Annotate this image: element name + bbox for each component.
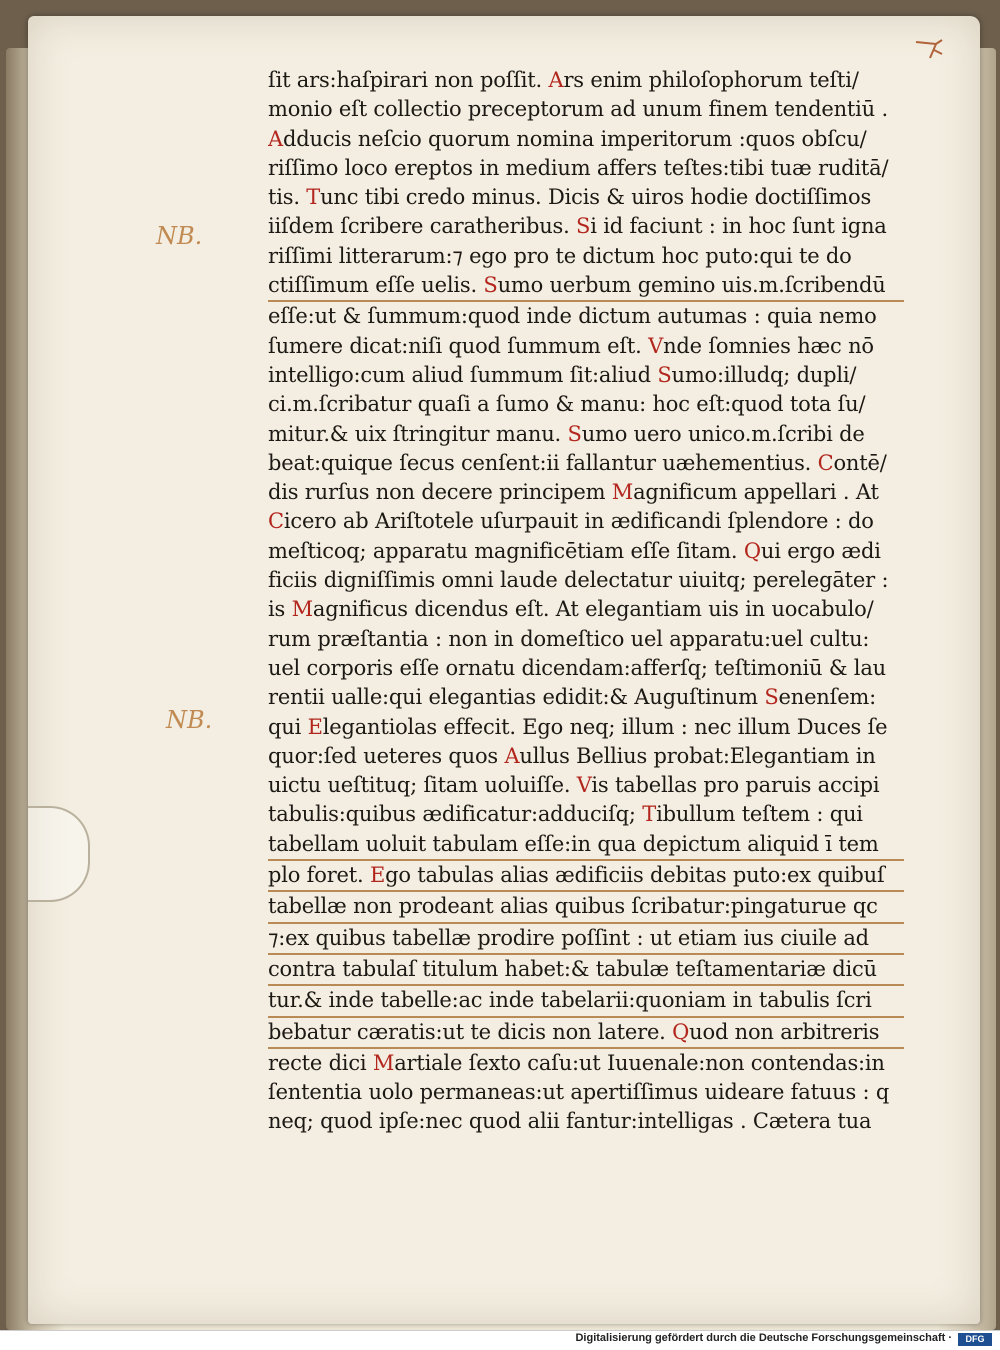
text-line [268, 1078, 904, 1107]
line-text-continued: ullus Bellius probat:Elegantiam in [519, 743, 876, 768]
rubricated-initial: E [369, 863, 386, 888]
line-text: neq; quod ipſe:nec quod alii fantur:intelligas . Cætera tua [268, 1109, 872, 1134]
line-text-continued: unc tibi credo minus. Dicis & uiros hodie doctiſſimos [320, 185, 872, 210]
line-text: uel corporis eſſe ornatu dicendam:afferſq; teſtimoniū & lau [268, 655, 886, 680]
line-text: dis rurſus non decere principem [268, 480, 612, 505]
line-text: ⁊:ex quibus tabellæ prodire poſſint : ut etiam ius ciuile ad [268, 925, 869, 950]
rubricated-initial: S [576, 214, 591, 239]
rubricated-initial: E [307, 714, 323, 739]
text-line [268, 332, 904, 361]
rubricated-initial: C [268, 509, 284, 534]
rubricated-initial: T [306, 185, 321, 210]
line-text: iiſdem ſcribere caratheribus. [268, 214, 577, 239]
line-text: intelligo:cum aliud ſummum ſit:aliud [268, 362, 658, 387]
rubricated-initial: M [291, 597, 313, 622]
line-text: ſit ars:haſpirari non poſſit. [268, 68, 549, 92]
margin-note-nb-1: NB. [156, 222, 203, 250]
text-line [268, 625, 904, 654]
line-text-continued: umo uerbum gemino uis.m.ſcribendū [497, 273, 886, 298]
line-text: plo foret. [268, 863, 370, 888]
line-text-continued: rs enim philoſophorum teſti/ [563, 68, 859, 92]
text-line [268, 771, 904, 800]
text-line [268, 892, 904, 923]
rubricated-initial: S [764, 685, 779, 710]
line-text: tur.& inde tabelle:ac inde tabelarii:quoniam in tabulis ſcri [268, 988, 872, 1013]
line-text: ci.m.ſcribatur quaſi a ſumo & manu: hoc eſt:quod tota ſu/ [268, 392, 866, 417]
text-line [268, 390, 904, 419]
text-line [268, 595, 904, 624]
line-text-continued: enenſem: [778, 685, 877, 710]
rubricated-initial: C [817, 450, 834, 475]
line-text-continued: icero ab Ariſtotele uſurpauit in ædificandi ſplendore : do [283, 509, 874, 534]
text-line [268, 507, 904, 536]
line-text: riſſimi litterarum:⁊ ego pro te dictum hoc puto:qui te do [268, 243, 852, 268]
text-line [268, 654, 904, 683]
text-line [268, 955, 904, 986]
line-text-continued: agnificus dicendus eſt. At elegantiam uis in uocabulo/ [312, 597, 874, 622]
line-text: quor:ſed ueteres quos [268, 743, 505, 768]
line-text: uictu ueſtituq; ſitam uoluiſſe. [268, 773, 577, 798]
text-line [268, 361, 904, 390]
text-line [268, 95, 904, 124]
footer-credit: Digitalisierung gefördert durch die Deutsche Forschungsgemeinschaft · [575, 1332, 952, 1344]
text-line [268, 1049, 904, 1078]
rubricated-initial: V [648, 333, 664, 358]
line-text: rentii ualle:qui elegantias edidit:& Auguſtinum [268, 685, 765, 710]
line-text: tabellæ non prodeant alias quibus ſcribatur:pingaturue qc [268, 894, 878, 919]
rubricated-initial: Q [743, 538, 761, 563]
text-line [268, 713, 904, 742]
line-text-continued: nde ſomnies hæc nō [663, 333, 874, 358]
line-text: ſententia uolo permaneas:ut apertiſſimus uideare fatuus : q [268, 1080, 890, 1105]
text-line [268, 66, 904, 95]
line-text: mitur.& uix ſtringitur manu. [268, 421, 568, 446]
rubricated-initial: A [504, 743, 520, 768]
line-text-continued: dducis neſcio quorum nomina imperitorum :quos obſcu/ [282, 126, 867, 151]
line-text: bebatur cæratis:ut te dicis non latere. [268, 1019, 673, 1044]
text-line [268, 742, 904, 771]
text-line [268, 183, 904, 212]
line-text-continued: agnificum appellari . At [633, 480, 879, 505]
rubricated-initial: A [268, 126, 283, 151]
rubricated-initial: T [642, 802, 657, 827]
text-line [268, 924, 904, 955]
text-line [268, 1018, 904, 1049]
rubricated-initial: S [657, 362, 672, 387]
rubricated-initial: V [576, 773, 592, 798]
text-line [268, 1107, 904, 1136]
line-text: qui [268, 714, 308, 739]
line-text-continued: is tabellas pro paruis accipi [591, 773, 880, 798]
margin-note-nb-2: NB. [166, 706, 213, 734]
line-text: tis. [268, 185, 307, 210]
line-text-continued: uod non arbitreris [689, 1019, 880, 1044]
text-block [268, 66, 904, 1137]
text-line [268, 986, 904, 1017]
line-text: ctiſſimum eſſe uelis. [268, 273, 484, 298]
text-line [268, 242, 904, 271]
rubricated-initial: M [611, 480, 634, 505]
text-line [268, 537, 904, 566]
line-text: riſſimo loco ereptos in medium affers teſtes:tibi tuæ ruditā/ [268, 155, 889, 180]
line-text-continued: ui ergo ædi [760, 538, 881, 563]
footer-bar [0, 1330, 1000, 1350]
line-text-continued: ontē/ [833, 450, 887, 475]
line-text-continued: artiale ſexto caſu:ut Iuuenale:non contendas:in [394, 1050, 885, 1075]
dfg-logo: DFG [958, 1333, 992, 1346]
text-line [268, 478, 904, 507]
line-text-continued: i id faciunt : in hoc ſunt igna [590, 214, 887, 239]
page-clip [28, 806, 90, 902]
line-text-continued: ibullum teſtem : qui [656, 802, 863, 827]
text-line [268, 212, 904, 241]
line-text: tabulis:quibus ædificatur:adduciſq; [268, 802, 643, 827]
text-line [268, 683, 904, 712]
rubricated-initial: Q [672, 1019, 690, 1044]
text-line [268, 830, 904, 861]
line-text: ficiis digniſſimis omni laude delectatur uiuitq; perelegāter : [268, 568, 889, 593]
line-text: ſumere dicat:niſi quod ſummum eſt. [268, 333, 649, 358]
rubricated-initial: S [567, 421, 582, 446]
text-line [268, 566, 904, 595]
rubricated-initial: S [483, 273, 498, 298]
text-line [268, 800, 904, 829]
line-text: recte dici [268, 1050, 373, 1075]
corner-mark-icon [912, 36, 948, 72]
rubricated-initial: A [548, 68, 564, 92]
text-line [268, 125, 904, 154]
line-text: tabellam uoluit tabulam eſſe:in qua depictum aliquid ī tem [268, 831, 879, 856]
line-text: is [268, 597, 292, 622]
line-text: monio eſt collectio preceptorum ad unum finem tendentiū . [268, 97, 888, 122]
line-text: meſticoq; apparatu magnificētiam eſſe ſitam. [268, 538, 744, 563]
rubricated-initial: M [372, 1050, 395, 1075]
text-line [268, 271, 904, 302]
line-text-continued: umo:illudq; dupli/ [671, 362, 857, 387]
text-line [268, 449, 904, 478]
text-line [268, 420, 904, 449]
line-text: contra tabulaſ titulum habet:& tabulæ teſtamentariæ dicū [268, 956, 877, 981]
book-page [28, 16, 980, 1324]
line-text-continued: umo uero unico.m.ſcribi de [581, 421, 865, 446]
line-text-continued: go tabulas alias ædificiis debitas puto:ex quibuſ [385, 863, 885, 888]
text-line [268, 154, 904, 183]
line-text: eſſe:ut & ſummum:quod inde dictum autumas : quia nemo [268, 304, 877, 329]
line-text: rum præſtantia : non in domeſtico uel apparatu:uel cultu: [268, 626, 870, 651]
line-text: beat:quique ſecus cenſent:ii fallantur uæhementius. [268, 450, 818, 475]
text-line [268, 302, 904, 331]
line-text-continued: legantiolas effecit. Ego neq; illum : nec illum Duces ſe [322, 714, 888, 739]
text-line [268, 861, 904, 892]
